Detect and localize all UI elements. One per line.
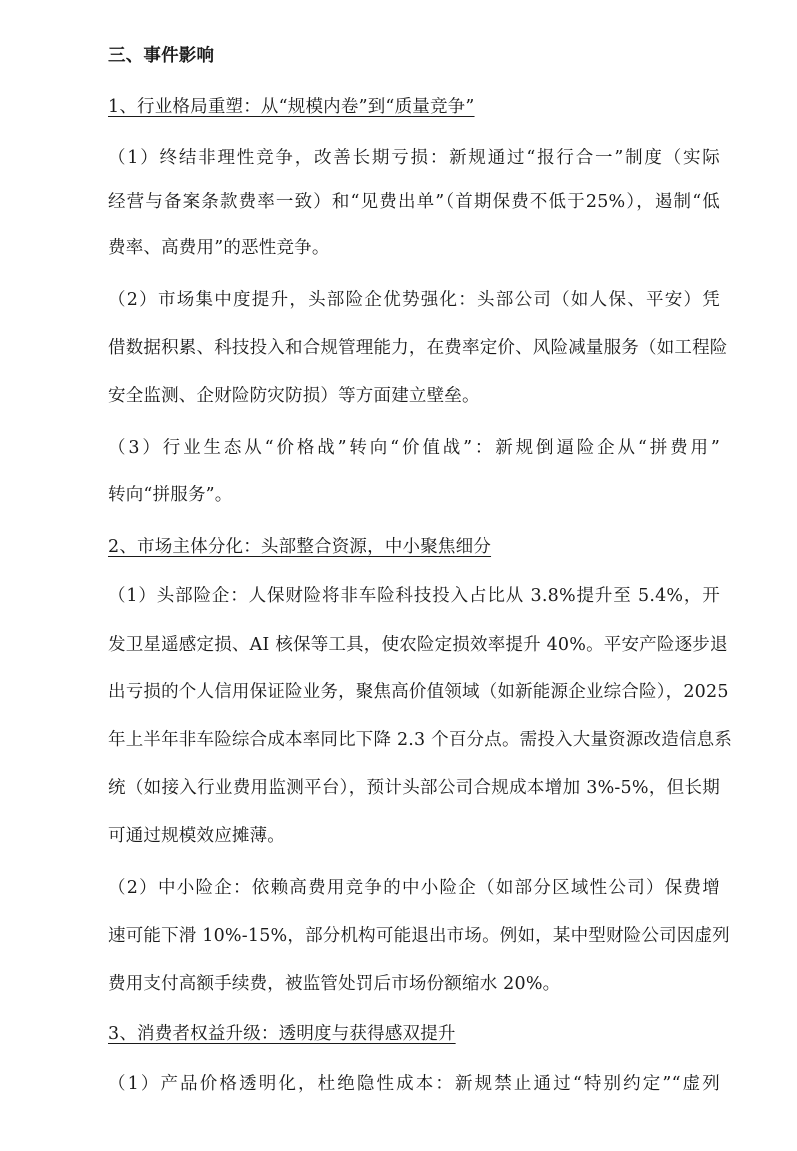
paragraph-5-line-2: 速可能下滑 10%-15%，部分机构可能退出市场。例如，某中型财险公司因虚列	[108, 926, 730, 946]
paragraph-2-line-2: 借数据积累、科技投入和合规管理能力，在费率定价、风险减量服务（如工程险	[108, 338, 728, 358]
paragraph-2-line-3: 安全监测、企财险防灾防损）等方面建立壁垒。	[108, 386, 480, 406]
subheading-industry-restructure: 1、行业格局重塑：从“规模内卷”到“质量竞争”	[108, 97, 475, 117]
paragraph-1-line-1: （1）终结非理性竞争，改善长期亏损：新规通过“报行合一”制度（实际	[108, 148, 720, 168]
paragraph-4-line-3: 出亏损的个人信用保证险业务，聚焦高价值领域（如新能源企业综合险），2025	[108, 682, 729, 702]
subheading-market-differentiation: 2、市场主体分化：头部整合资源，中小聚焦细分	[108, 537, 492, 557]
section-title: 三、事件影响	[108, 46, 215, 66]
paragraph-4-line-6: 可通过规模效应摊薄。	[108, 826, 285, 846]
paragraph-1-line-2: 经营与备案条款费率一致）和“见费出单”（首期保费不低于25%），遏制“低	[108, 192, 720, 212]
paragraph-3-line-1: （3）行业生态从“价格战”转向“价值战”：新规倒逼险企从“拼费用”	[108, 438, 720, 458]
paragraph-4-line-1: （1）头部险企：人保财险将非车险科技投入占比从 3.8%提升至 5.4%，开	[108, 586, 720, 606]
paragraph-1-line-3: 费率、高费用”的恶性竞争。	[108, 238, 330, 258]
paragraph-2-line-1: （2）市场集中度提升，头部险企优势强化：头部公司（如人保、平安）凭	[108, 290, 720, 310]
paragraph-5-line-1: （2）中小险企：依赖高费用竞争的中小险企（如部分区域性公司）保费增	[108, 878, 720, 898]
paragraph-5-line-3: 费用支付高额手续费，被监管处罚后市场份额缩水 20%。	[108, 974, 561, 994]
paragraph-4-line-4: 年上半年非车险综合成本率同比下降 2.3 个百分点。需投入大量资源改造信息系	[108, 730, 733, 750]
paragraph-4-line-5: 统（如接入行业费用监测平台），预计头部公司合规成本增加 3%-5%，但长期	[108, 778, 720, 798]
paragraph-3-line-2: 转向“拼服务”。	[108, 485, 233, 505]
paragraph-4-line-2: 发卫星遥感定损、AI 核保等工具，使农险定损效率提升 40%。平安产险逐步退	[108, 635, 728, 655]
subheading-consumer-rights: 3、消费者权益升级：透明度与获得感双提升	[108, 1024, 456, 1044]
paragraph-6-line-1: （1）产品价格透明化，杜绝隐性成本：新规禁止通过“特别约定”“虚列	[108, 1074, 720, 1094]
